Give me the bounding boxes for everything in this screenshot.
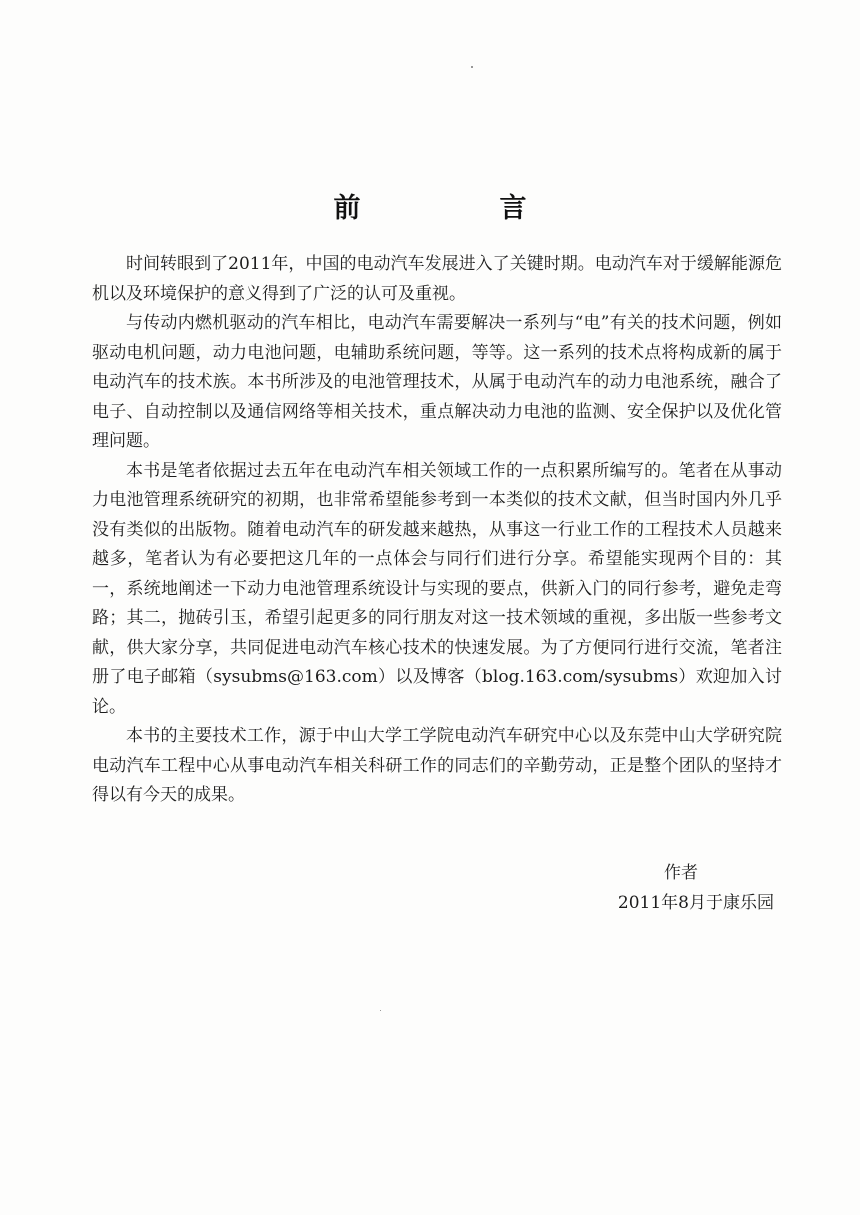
signature-author: 作者	[664, 863, 698, 883]
preface-body	[92, 250, 782, 811]
scan-speck	[471, 66, 473, 68]
signature-date-place: 2011年8月于康乐园	[617, 893, 774, 913]
paragraph: 本书的主要技术工作，源于中山大学工学院电动汽车研究中心以及东莞中山大学研究院电动汽车工程中心从事电动汽车相关科研工作的同志们的辛勤劳动，正是整个团队的坚持才得以有今天的成果。	[92, 726, 782, 805]
signature-block	[618, 858, 774, 918]
scan-speck	[380, 1010, 381, 1011]
paragraph: 与传动内燃机驱动的汽车相比，电动汽车需要解决一系列与“电”有关的技术问题，例如驱动电机问题，动力电池问题，电辅助系统问题，等等。这一系列的技术点将构成新的属于电动汽车的技术族。本书所涉及的电池管理技术，从属于电动汽车的动力电池系统，融合了电子、自动控制以及通信网络等相关技术，重点解决动力电池的监测、安全保护以及优化管理问题。	[92, 313, 782, 451]
paragraph: 本书是笔者依据过去五年在电动汽车相关领域工作的一点积累所编写的。笔者在从事动力电池管理系统研究的初期，也非常希望能参考到一本类似的技术文献，但当时国内外几乎没有类似的出版物。随着电动汽车的研发越来越热，从事这一行业工作的工程技术人员越来越多，笔者认为有必要把这几年的一点体会与同行们进行分享。希望能实现两个目的：其一，系统地阐述一下动力电池管理系统设计与实现的要点，供新入门的同行参考，避免走弯路；其二，抛砖引玉，希望引起更多的同行朋友对这一技术领域的重视，多出版一些参考文献，供大家分享，共同促进电动汽车核心技术的快速发展。为了方便同行进行交流，笔者注册了电子邮箱（sysubms@163.com）以及博客（blog.163.com/sysubms）欢迎加入讨论。	[92, 460, 782, 717]
paragraph: 时间转眼到了2011年，中国的电动汽车发展进入了关键时期。电动汽车对于缓解能源危机以及环境保护的意义得到了广泛的认可及重视。	[92, 254, 782, 304]
page-title: 前 言	[333, 193, 583, 225]
